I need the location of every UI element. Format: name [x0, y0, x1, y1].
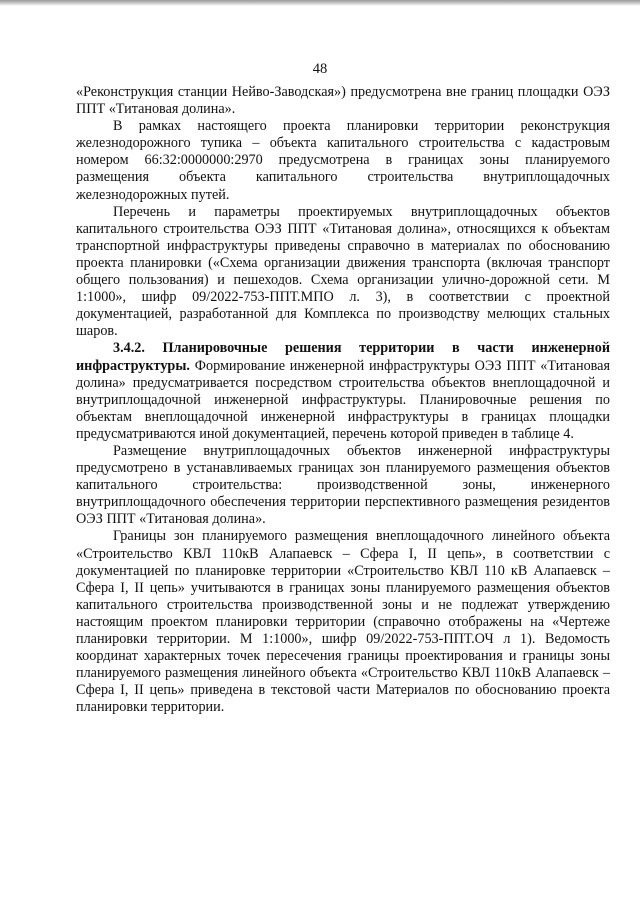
paragraph: Границы зон планируемого размещения внеплощадочного линейного объекта «Строительство КВЛ 110кВ Алапаевск – Сфера I, II цепь», в соответствии с документацией по планировке территории «Строительство КВЛ 110 кВ Алапаевск – Сфера I, II цепь» учитываются в границах зоны планируемого размещения объектов капитального строительства производственной зоны и не подлежат утверждению настоящим проектом планировки территории (справочно отображены на «Чертеже планировки территории. М 1:1000», шифр 09/2022-753-ППТ.ОЧ л 1). Ведомость координат характерных точек пересечения границы проектирования и границы зоны планируемого размещения линейного объекта «Строительство КВЛ 110кВ Алапаевск – Сфера I, II цепь» приведена в текстовой части Материалов по обоснованию проекта планировки территории. [76, 528, 610, 716]
document-body [76, 84, 610, 716]
paragraph: В рамках настоящего проекта планировки территории реконструкция железнодорожного тупика – объекта капитального строительства с кадастровым номером 66:32:0000000:2970 предусмотрена в границах зоны планируемого размещения объекта капитального строительства внутриплощадочных железнодорожных путей. [76, 118, 610, 203]
paragraph-text: Формирование инженерной инфраструктуры ОЭЗ ППТ «Титановая долина» предусматривается посредством строительства объектов внеплощадочной и внутриплощадочной инженерной инфраструктуры. Планировочные решения по объектам внеплощадочной инженерной инфраструктуры в границах площадки предусматриваются иной документацией, перечень которой приведен в таблице 4. [76, 357, 610, 442]
paragraph: Размещение внутриплощадочных объектов инженерной инфраструктуры предусмотрено в устанавливаемых границах зон планируемого размещения объектов капитального строительства: производственной зоны, инженерного внутриплощадочного обеспечения территории перспективного размещения резидентов ОЭЗ ППТ «Титановая долина». [76, 442, 610, 528]
page-number: 48 [312, 61, 328, 77]
scan-top-edge [0, 0, 640, 6]
section-heading: 3.4.2. Планировочные решения территории в части инженерной инфраструктуры. [76, 340, 610, 374]
paragraph: «Реконструкция станции Нейво-Заводская») предусмотрена вне границ площадки ОЭЗ ППТ «Титановая долина». [76, 84, 610, 118]
paragraph [76, 340, 610, 443]
paragraph: Перечень и параметры проектируемых внутриплощадочных объектов капитального строительства ОЭЗ ППТ «Титановая долина», относящихся к объектам транспортной инфраструктуры приведены справочно в материалах по обоснованию проекта планировки («Схема организации движения транспорта (включая транспорт общего пользования) и пешеходов. Схема организации улично-дорожной сети. М 1:1000», шифр 09/2022-753-ППТ.МПО л. 3), в соответствии с проектной документацией, разработанной для Комплекса по производству мелющих стальных шаров. [76, 203, 610, 340]
